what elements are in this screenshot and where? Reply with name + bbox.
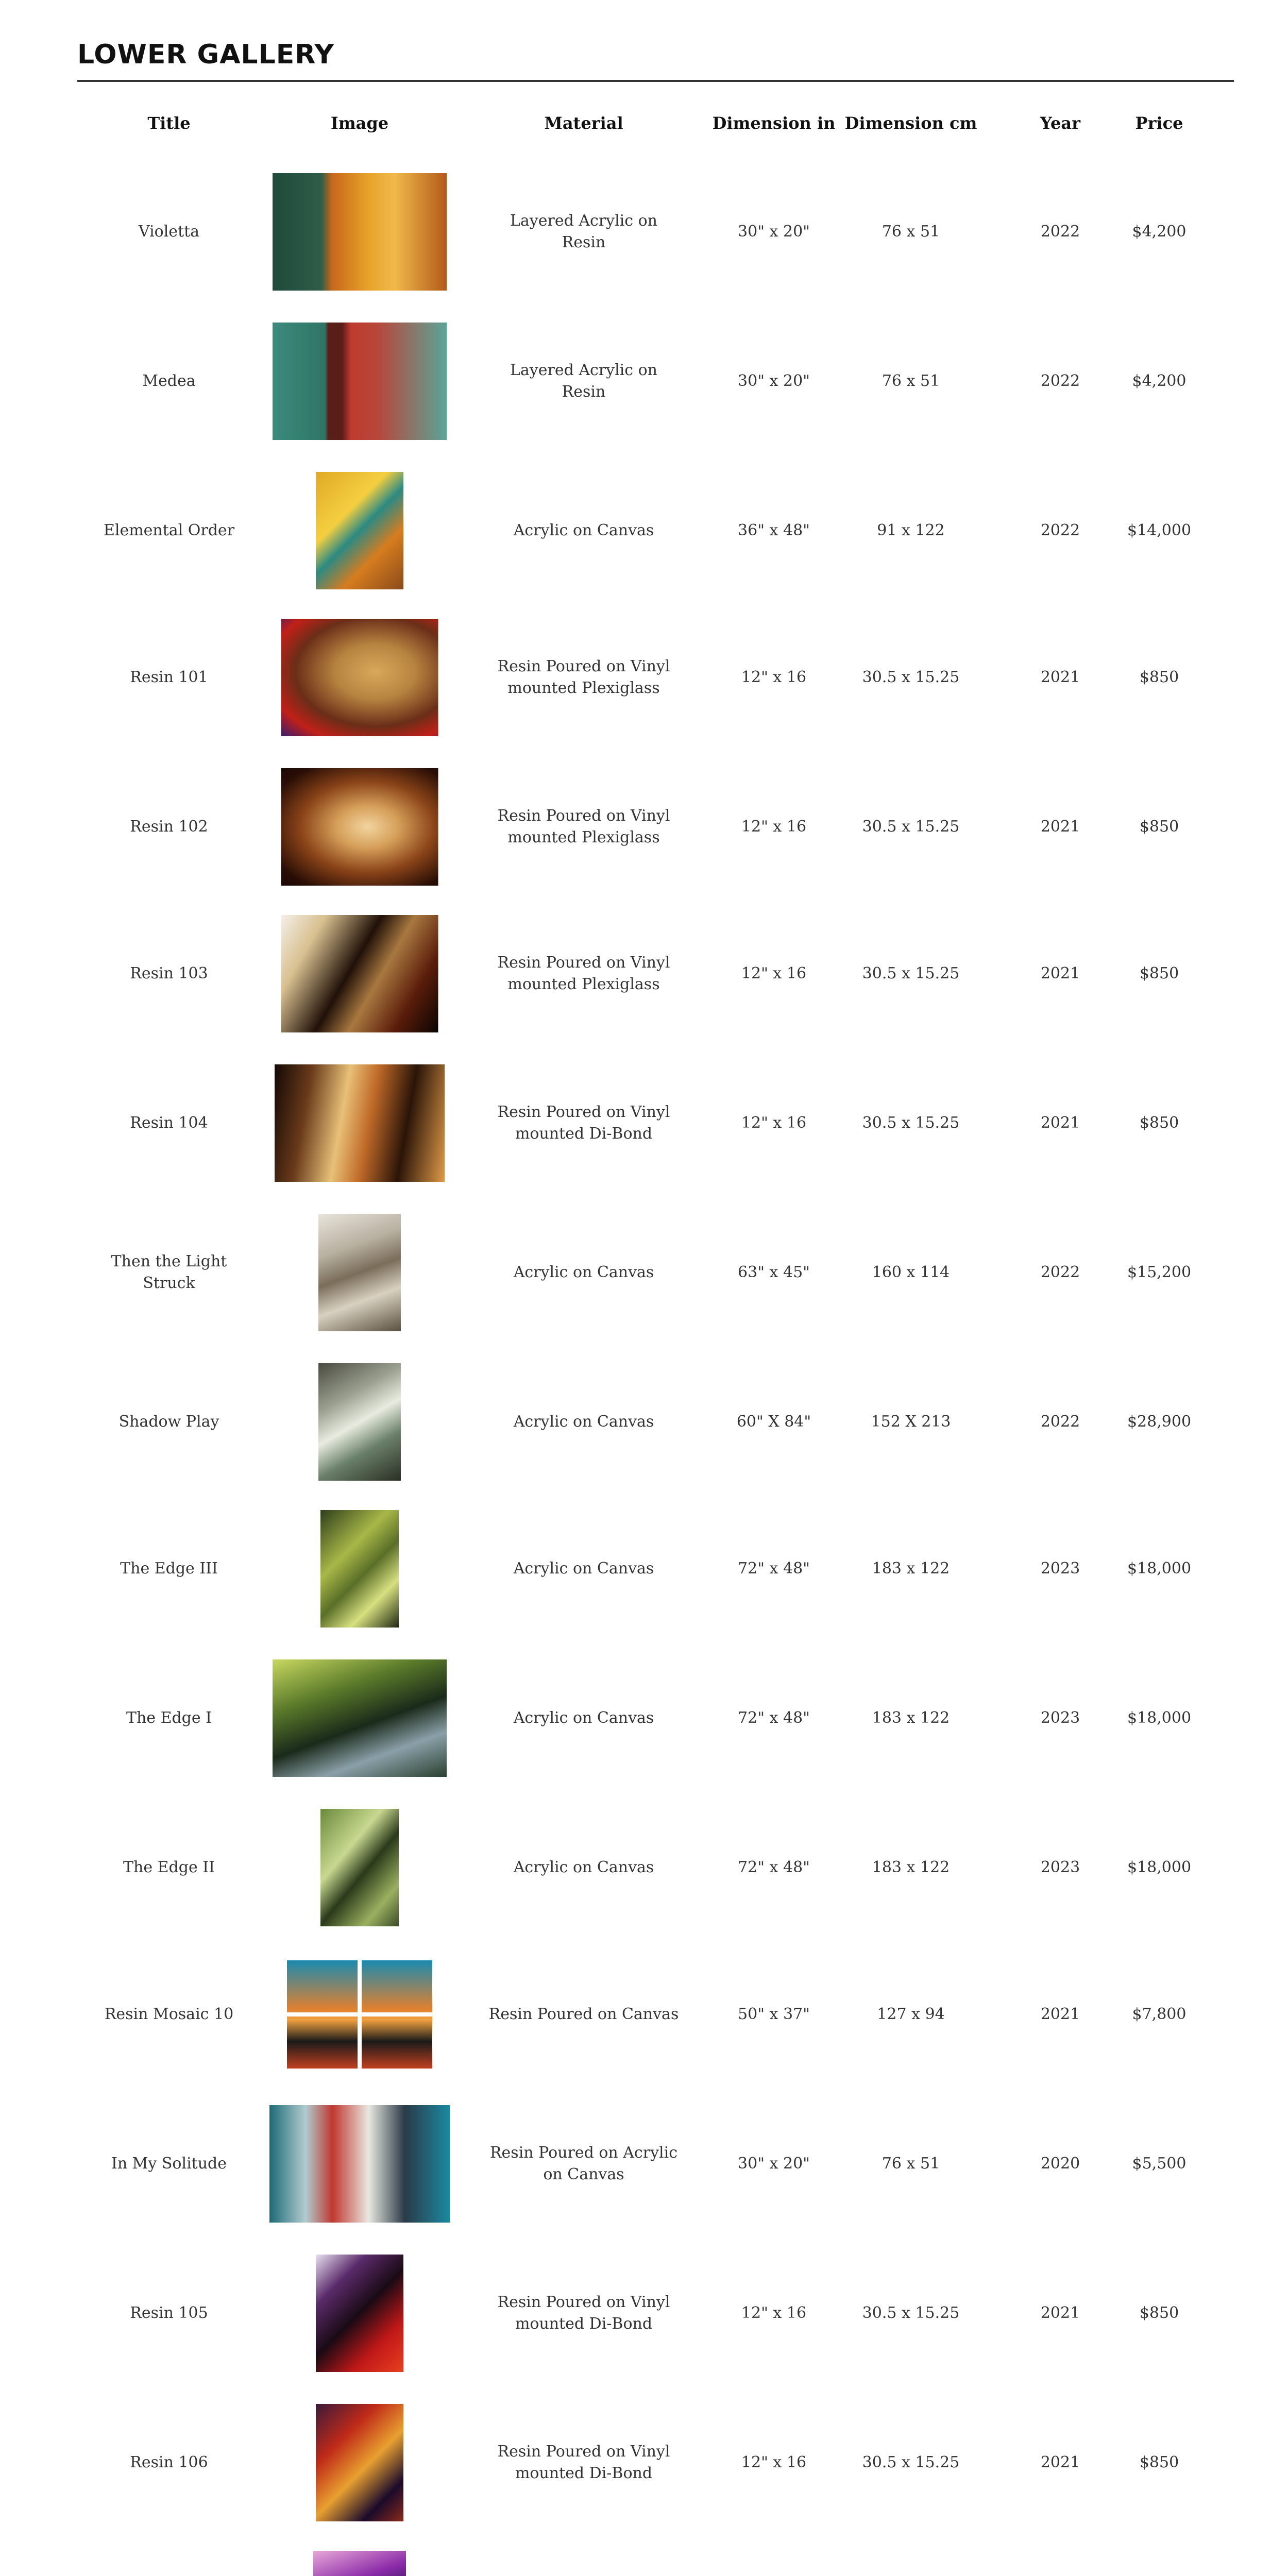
elemental-order-artwork-thumbnail — [316, 472, 403, 589]
artwork-thumbnail[interactable] — [273, 1659, 447, 1777]
artwork-price: $14,000 — [1127, 521, 1192, 539]
artwork-dimension-cm: 30.5 x 15.25 — [862, 818, 960, 836]
resin-103-artwork-thumbnail — [281, 915, 438, 1032]
column-headers — [0, 113, 1288, 144]
artwork-thumbnail[interactable] — [281, 619, 438, 736]
artwork-dimension-cm: 127 x 94 — [877, 2005, 945, 2023]
artwork-dimension-cm: 30.5 x 15.25 — [862, 1114, 960, 1132]
table-row — [0, 1347, 1288, 1497]
artwork-material: Layered Acrylic on Resin — [510, 212, 657, 251]
artwork-thumbnail[interactable] — [273, 323, 447, 440]
artwork-material: Resin Poured on Acrylic on Canvas — [489, 2144, 678, 2183]
artwork-price: $5,500 — [1132, 2155, 1187, 2173]
artwork-year: 2021 — [1040, 818, 1080, 836]
artwork-material: Resin Poured on Vinyl mounted Di-Bond — [497, 2443, 670, 2482]
artwork-material: Acrylic on Canvas — [513, 1413, 654, 1431]
artwork-dimension-in: 36" x 48" — [738, 521, 810, 539]
table-row — [0, 2388, 1288, 2537]
header-dimension-in: Dimension in — [712, 113, 836, 133]
artwork-title: Violetta — [138, 223, 200, 241]
resin-101-artwork-thumbnail — [281, 619, 438, 736]
artwork-price: $4,200 — [1132, 223, 1187, 241]
artwork-material: Acrylic on Canvas — [513, 521, 654, 539]
artwork-year: 2023 — [1040, 1858, 1080, 1876]
resin-105-artwork-thumbnail — [316, 2255, 403, 2372]
artwork-title: Resin 106 — [130, 2453, 208, 2471]
artwork-dimension-cm: 76 x 51 — [882, 2155, 940, 2173]
violetta-artwork-thumbnail — [273, 173, 447, 291]
artwork-dimension-in: 30" x 20" — [738, 223, 810, 241]
artwork-year: 2021 — [1040, 2304, 1080, 2322]
artwork-price: $850 — [1139, 964, 1179, 982]
artwork-thumbnail[interactable] — [273, 173, 447, 291]
artwork-title: The Edge III — [120, 1560, 218, 1578]
artwork-year: 2022 — [1040, 223, 1080, 241]
artwork-title: The Edge I — [126, 1709, 212, 1727]
artwork-price: $4,200 — [1132, 372, 1187, 390]
table-row — [0, 307, 1288, 456]
artwork-thumbnail[interactable] — [318, 1363, 401, 1481]
artwork-price: $850 — [1139, 818, 1179, 836]
artwork-thumbnail[interactable] — [320, 1809, 399, 1926]
artwork-material: Acrylic on Canvas — [513, 1858, 654, 1876]
artwork-title: Resin 105 — [130, 2304, 208, 2322]
then-the-light-struck-artwork-thumbnail — [318, 1214, 401, 1331]
artwork-dimension-in: 30" x 20" — [738, 372, 810, 390]
the-edge-iii-artwork-thumbnail — [320, 1510, 399, 1628]
table-row — [0, 1198, 1288, 1347]
artwork-dimension-in: 50" x 37" — [738, 2005, 810, 2023]
artwork-thumbnail[interactable] — [281, 768, 438, 886]
artwork-dimension-cm: 152 X 213 — [871, 1413, 951, 1431]
artwork-dimension-in: 12" x 16 — [741, 2453, 807, 2471]
artwork-title: Resin 103 — [130, 964, 208, 982]
artwork-year: 2023 — [1040, 1709, 1080, 1727]
artwork-thumbnail[interactable] — [316, 2255, 403, 2372]
artwork-year: 2022 — [1040, 372, 1080, 390]
medea-artwork-thumbnail — [273, 323, 447, 440]
header-material: Material — [544, 113, 623, 133]
artwork-year: 2020 — [1040, 2155, 1080, 2173]
table-row — [0, 456, 1288, 605]
table-row — [0, 2089, 1288, 2239]
artwork-dimension-cm: 76 x 51 — [882, 223, 940, 241]
artwork-dimension-in: 12" x 16 — [741, 818, 807, 836]
shadow-play-artwork-thumbnail — [318, 1363, 401, 1481]
table-row — [0, 603, 1288, 752]
artwork-material: Acrylic on Canvas — [513, 1560, 654, 1578]
table-row — [0, 1048, 1288, 1198]
header-title: Title — [147, 113, 191, 133]
artwork-dimension-in: 72" x 48" — [738, 1858, 810, 1876]
artwork-dimension-in: 63" x 45" — [738, 1263, 810, 1281]
artwork-title: Resin 104 — [130, 1114, 208, 1132]
resin-102-artwork-thumbnail — [281, 768, 438, 886]
in-my-solitude-artwork-thumbnail — [269, 2105, 450, 2223]
header-price: Price — [1135, 113, 1183, 133]
artwork-dimension-cm: 30.5 x 15.25 — [862, 668, 960, 686]
artwork-price: $850 — [1139, 2304, 1179, 2322]
artwork-year: 2022 — [1040, 1263, 1080, 1281]
artwork-material: Resin Poured on Canvas — [488, 2005, 679, 2023]
header-image: Image — [330, 113, 389, 133]
table-row — [0, 2535, 1288, 2576]
artwork-price: $850 — [1139, 668, 1179, 686]
resin-106-artwork-thumbnail — [316, 2404, 403, 2521]
artwork-price: $18,000 — [1127, 1560, 1192, 1578]
artwork-title: The Edge II — [123, 1858, 215, 1876]
table-row — [0, 899, 1288, 1048]
artwork-dimension-in: 72" x 48" — [738, 1709, 810, 1727]
artwork-dimension-cm: 30.5 x 15.25 — [862, 964, 960, 982]
artwork-price: $7,800 — [1132, 2005, 1187, 2023]
artwork-dimension-cm: 76 x 51 — [882, 372, 940, 390]
table-row — [0, 1643, 1288, 1793]
table-row — [0, 1940, 1288, 2089]
artwork-dimension-cm: 30.5 x 15.25 — [862, 2304, 960, 2322]
artwork-year: 2023 — [1040, 1560, 1080, 1578]
header-year: Year — [1040, 113, 1081, 133]
section-divider — [77, 80, 1234, 82]
artwork-dimension-in: 72" x 48" — [738, 1560, 810, 1578]
artwork-material: Acrylic on Canvas — [513, 1263, 654, 1281]
artwork-dimension-in: 12" x 16 — [741, 964, 807, 982]
artwork-dimension-cm: 30.5 x 15.25 — [862, 2453, 960, 2471]
artwork-year: 2021 — [1040, 1114, 1080, 1132]
lower-gallery-heading — [77, 41, 1234, 68]
artwork-price: $28,900 — [1127, 1413, 1192, 1431]
artwork-thumbnail[interactable] — [287, 1960, 432, 2069]
resin-104-artwork-thumbnail — [275, 1064, 445, 1182]
artwork-title: Resin Mosaic 10 — [104, 2005, 234, 2023]
artwork-title: Elemental Order — [103, 521, 235, 539]
artwork-title: Then the Light Struck — [111, 1252, 227, 1292]
artwork-title: Shadow Play — [118, 1413, 219, 1431]
artwork-thumbnail[interactable] — [316, 2404, 403, 2521]
artwork-year: 2022 — [1040, 521, 1080, 539]
artwork-dimension-cm: 183 x 122 — [872, 1560, 950, 1578]
artwork-material: Layered Acrylic on Resin — [510, 361, 657, 401]
artwork-year: 2021 — [1040, 964, 1080, 982]
artwork-title: Resin 102 — [130, 818, 208, 836]
artwork-dimension-in: 60" X 84" — [736, 1413, 811, 1431]
artwork-price: $850 — [1139, 2453, 1179, 2471]
artwork-dimension-in: 12" x 16 — [741, 668, 807, 686]
table-row — [0, 2239, 1288, 2388]
artwork-thumbnail[interactable] — [313, 2551, 406, 2576]
artwork-year: 2021 — [1040, 668, 1080, 686]
artwork-material: Resin Poured on Vinyl mounted Di-Bond — [497, 1103, 670, 1143]
artwork-dimension-cm: 91 x 122 — [877, 521, 945, 539]
artwork-thumbnail[interactable] — [320, 1510, 399, 1628]
artwork-thumbnail[interactable] — [275, 1064, 445, 1182]
artwork-material: Acrylic on Canvas — [513, 1709, 654, 1727]
artwork-dimension-in: 12" x 16 — [741, 1114, 807, 1132]
table-row — [0, 1494, 1288, 1643]
artwork-dimension-cm: 183 x 122 — [872, 1709, 950, 1727]
artwork-material: Resin Poured on Vinyl mounted Plexiglass — [497, 807, 670, 846]
artwork-thumbnail[interactable] — [318, 1214, 401, 1331]
artwork-thumbnail[interactable] — [316, 472, 403, 589]
artwork-dimension-cm: 160 x 114 — [872, 1263, 950, 1281]
artwork-price: $850 — [1139, 1114, 1179, 1132]
artwork-title: Resin 101 — [130, 668, 208, 686]
artwork-material: Resin Poured on Vinyl mounted Plexiglass — [497, 954, 670, 993]
artwork-dimension-in: 12" x 16 — [741, 2304, 807, 2322]
artwork-price: $18,000 — [1127, 1709, 1192, 1727]
artwork-price: $18,000 — [1127, 1858, 1192, 1876]
section-title: LOWER GALLERY — [77, 39, 335, 70]
header-dimension-cm: Dimension cm — [844, 113, 977, 133]
artwork-dimension-in: 30" x 20" — [738, 2155, 810, 2173]
artwork-year: 2021 — [1040, 2005, 1080, 2023]
artwork-year: 2021 — [1040, 2453, 1080, 2471]
artwork-material: Resin Poured on Vinyl mounted Di-Bond — [497, 2293, 670, 2333]
artwork-thumbnail[interactable] — [281, 915, 438, 1032]
artwork-title: Medea — [142, 372, 196, 390]
the-edge-i-artwork-thumbnail — [273, 1659, 447, 1777]
artwork-title: In My Solitude — [111, 2155, 227, 2173]
resin-107-artwork-thumbnail — [313, 2551, 406, 2576]
table-row — [0, 1793, 1288, 1942]
table-row — [0, 752, 1288, 902]
the-edge-ii-artwork-thumbnail — [320, 1809, 399, 1926]
table-row — [0, 157, 1288, 307]
artwork-dimension-cm: 183 x 122 — [872, 1858, 950, 1876]
artwork-thumbnail[interactable] — [269, 2105, 450, 2223]
artwork-year: 2022 — [1040, 1413, 1080, 1431]
artwork-material: Resin Poured on Vinyl mounted Plexiglass — [497, 657, 670, 697]
artwork-price: $15,200 — [1127, 1263, 1192, 1281]
